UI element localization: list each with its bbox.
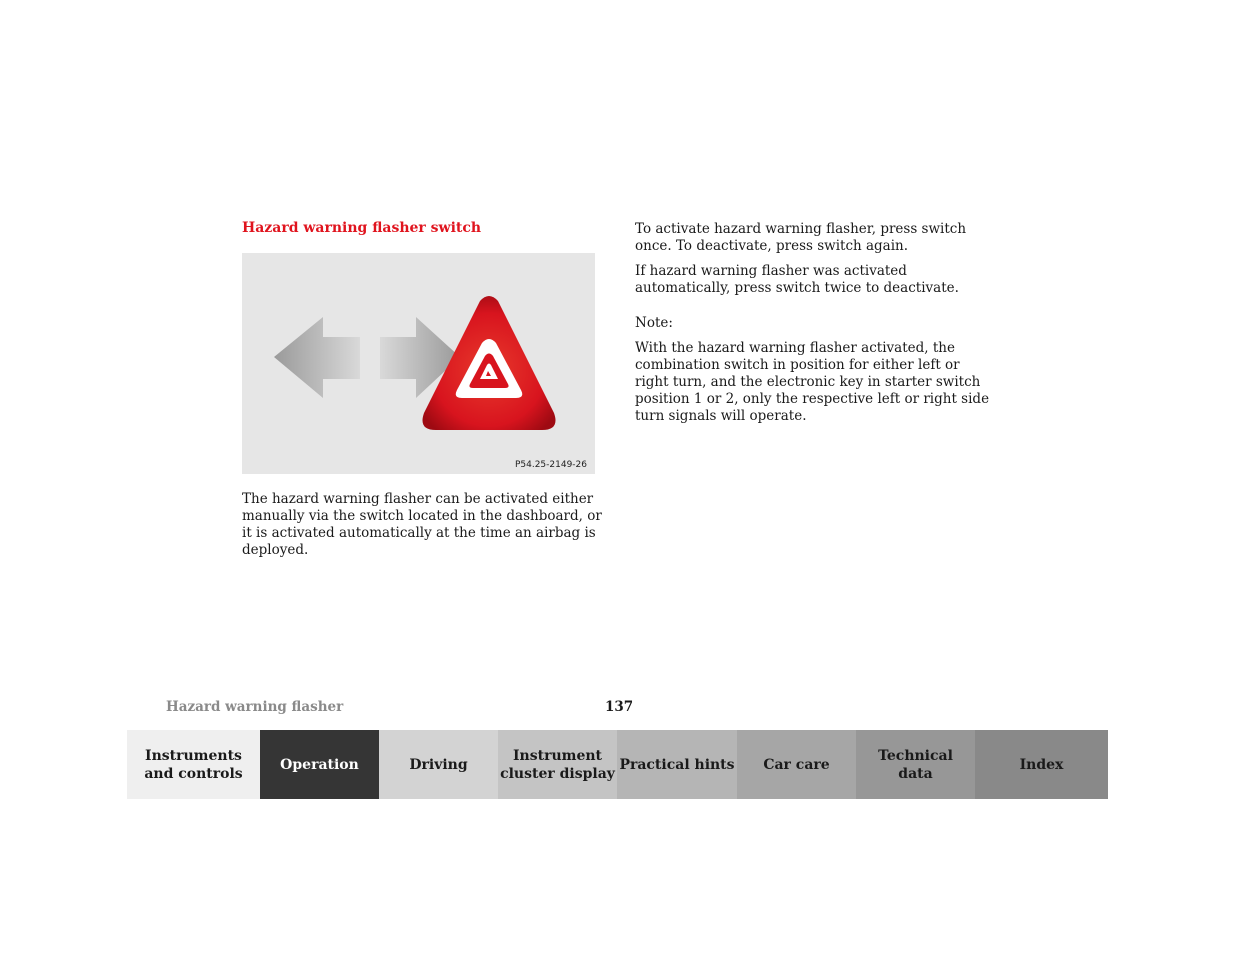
page-number: 137 [605,699,634,715]
tab-index[interactable]: Index [975,730,1108,799]
arrow-left-icon [274,317,360,398]
footer-section-title: Hazard warning flasher [166,699,344,715]
tab-instrument-cluster-display[interactable]: Instrument cluster display [498,730,617,799]
tab-car-care[interactable]: Car care [737,730,856,799]
tab-technical-data[interactable]: Technical data [856,730,975,799]
figure-code: P54.25-2149-26 [514,460,587,470]
intro-paragraph: The hazard warning flasher can be activated either manually via the switch located in the dashboard, or it is activated automatically at the time an airbag is deployed. [242,491,602,558]
tab-instruments-and-controls[interactable]: Instruments and controls [127,730,260,799]
chapter-tab-bar [127,730,1108,799]
note-label: Note: [635,315,673,331]
note-text: With the hazard warning flasher activated, the combination switch in position for either left or right turn, and the electronic key in starter switch position 1 or 2, only the respective left or right side turn signals will operate. [635,340,990,424]
figure-illustration [242,253,595,474]
tab-operation[interactable]: Operation [260,730,379,799]
automatic-deactivate-instructions: If hazard warning flasher was activated automatically, press switch twice to deactivate. [635,263,959,296]
tab-practical-hints[interactable]: Practical hints [617,730,737,799]
section-heading: Hazard warning flasher switch [242,220,482,236]
hazard-switch-figure [242,253,595,474]
activate-instructions: To activate hazard warning flasher, press switch once. To deactivate, press switch again. [635,221,967,254]
tab-driving[interactable]: Driving [379,730,498,799]
